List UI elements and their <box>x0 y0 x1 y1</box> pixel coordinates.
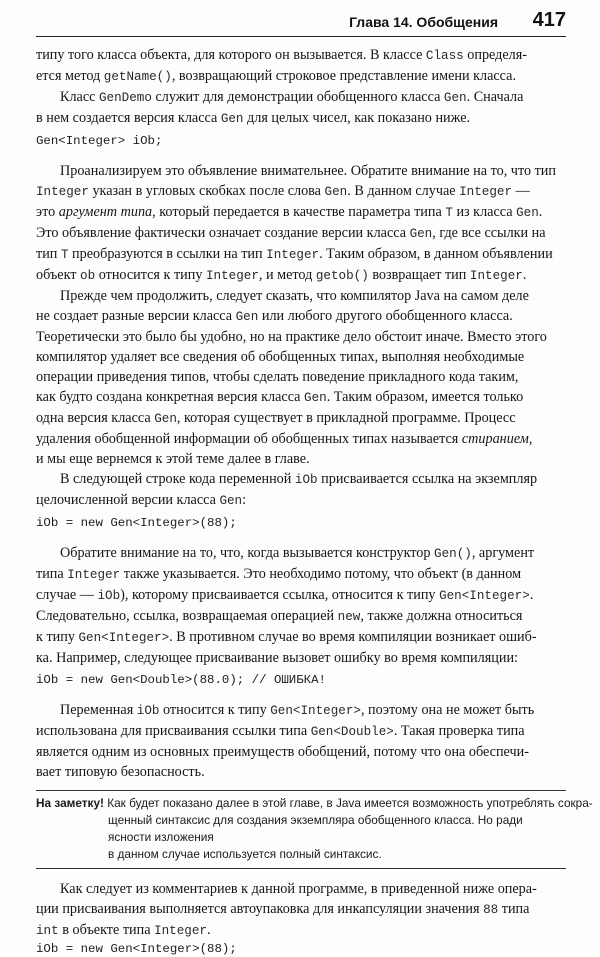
code-listing: iOb = new Gen<Integer>(88); <box>36 516 237 530</box>
note-line: щенный синтаксис для создания экземпляра обобщенного класса. Но ради ясности изложения <box>108 813 523 844</box>
chapter-title: Глава 14. Обобщения <box>349 14 498 30</box>
paragraph <box>36 879 566 941</box>
paragraph <box>36 87 566 129</box>
text-line: это аргумент типа, который передается в качестве параметра типа T из класса Gen. <box>36 204 543 220</box>
text-line: Теоретически это было бы удобно, но на практике дело обстоит иначе. Вместо этого <box>36 329 547 345</box>
text-line: к типу Gen<Integer>. В противном случае во время компиляции возникает ошиб- <box>36 629 537 645</box>
text-line: типу того класса объекта, для которого он вызывается. В классе Class определя- <box>36 47 528 63</box>
note-label: На заметку! <box>36 796 104 810</box>
text-line: объект ob относится к типу Integer, и метод getob() возвращает тип Integer. <box>36 267 527 283</box>
text-line: удаления обобщенной информации об обобщенных типах называется стиранием, <box>36 431 533 447</box>
text-line: случае — iOb), которому присваивается ссылка, относится к типу Gen<Integer>. <box>36 587 534 603</box>
paragraph <box>36 161 566 286</box>
note-line: На заметку! Как будет показано далее в этой главе, в Java имеется возможность употреблять сокра- <box>36 796 593 810</box>
text-line: ка. Например, следующее присваивание вызовет ошибку во время компиляции: <box>36 650 518 666</box>
running-header <box>36 8 566 37</box>
text-line: Проанализируем это объявление внимательнее. Обратите внимание на то, что тип <box>60 163 556 179</box>
paragraph <box>36 700 566 782</box>
text-line: целочисленной версии класса Gen: <box>36 492 247 508</box>
note-line: в данном случае используется полный синтаксис. <box>108 847 382 861</box>
text-line: ется метод getName(), возвращающий строковое представление имени класса. <box>36 68 516 84</box>
text-line: ции присваивания выполняется автоупаковка для инкапсуляции значения 88 типа <box>36 901 530 917</box>
note-box <box>36 790 593 869</box>
code-listing: Gen<Integer> iOb; <box>36 134 163 148</box>
text-line: int в объекте типа Integer. <box>36 922 211 938</box>
paragraph <box>36 286 566 469</box>
text-line: использована для присваивания ссылки типа Gen<Double>. Такая проверка типа <box>36 723 525 739</box>
paragraph <box>36 45 566 87</box>
text-line: в нем создается версия класса Gen для целых чисел, как показано ниже. <box>36 110 471 126</box>
text-line: Как следует из комментариев к данной программе, в приведенной ниже опера- <box>60 881 537 897</box>
text-line: Класс GenDemo служит для демонстрации обобщенного класса Gen. Сначала <box>60 89 524 105</box>
text-line: тип T преобразуются в ссылки на тип Integer. Таким образом, в данном объявлении <box>36 246 553 262</box>
text-line: Переменная iOb относится к типу Gen<Integer>, поэтому она не может быть <box>60 702 535 718</box>
text-line: не создает разные версии класса Gen или любого другого обобщенного класса. <box>36 308 513 324</box>
paragraph <box>36 543 566 668</box>
text-line: как будто создана конкретная версия класса Gen. Таким образом, имеется только <box>36 389 524 405</box>
text-line: Следовательно, ссылка, возвращаемая операцией new, также должна относиться <box>36 608 523 624</box>
text-line: и мы еще вернемся к этой теме далее в главе. <box>36 451 310 467</box>
code-listing: iOb = new Gen<Double>(88.0); // ОШИБКА! <box>36 673 326 687</box>
text-line: операции приведения типов, чтобы сделать поведение прикладного кода таким, <box>36 369 519 385</box>
text-line: Integer указан в угловых скобках после слова Gen. В данном случае Integer — <box>36 183 530 199</box>
text-line: является одним из основных преимуществ обобщений, потому что она обеспечи- <box>36 744 529 760</box>
text-line: компилятор удаляет все сведения об обобщенных типах, выполняя необходимые <box>36 349 525 365</box>
text-line: Обратите внимание на то, что, когда вызывается конструктор Gen(), аргумент <box>60 545 535 561</box>
page-number: 417 <box>532 9 566 31</box>
page-body <box>36 45 593 957</box>
text-line: В следующей строке кода переменной iOb присваивается ссылка на экземпляр <box>60 471 538 487</box>
text-line: вает типовую безопасность. <box>36 764 205 780</box>
code-listing: iOb = new Gen<Integer>(88); <box>36 942 237 956</box>
text-line: типа Integer также указывается. Это необходимо потому, что объект (в данном <box>36 566 522 582</box>
text-line: Это объявление фактически означает создание версии класса Gen, где все ссылки на <box>36 225 546 241</box>
text-line: Прежде чем продолжить, следует сказать, что компилятор Java на самом деле <box>60 288 529 304</box>
text-line: одна версия класса Gen, которая существует в прикладной программе. Процесс <box>36 410 516 426</box>
paragraph <box>36 469 566 511</box>
